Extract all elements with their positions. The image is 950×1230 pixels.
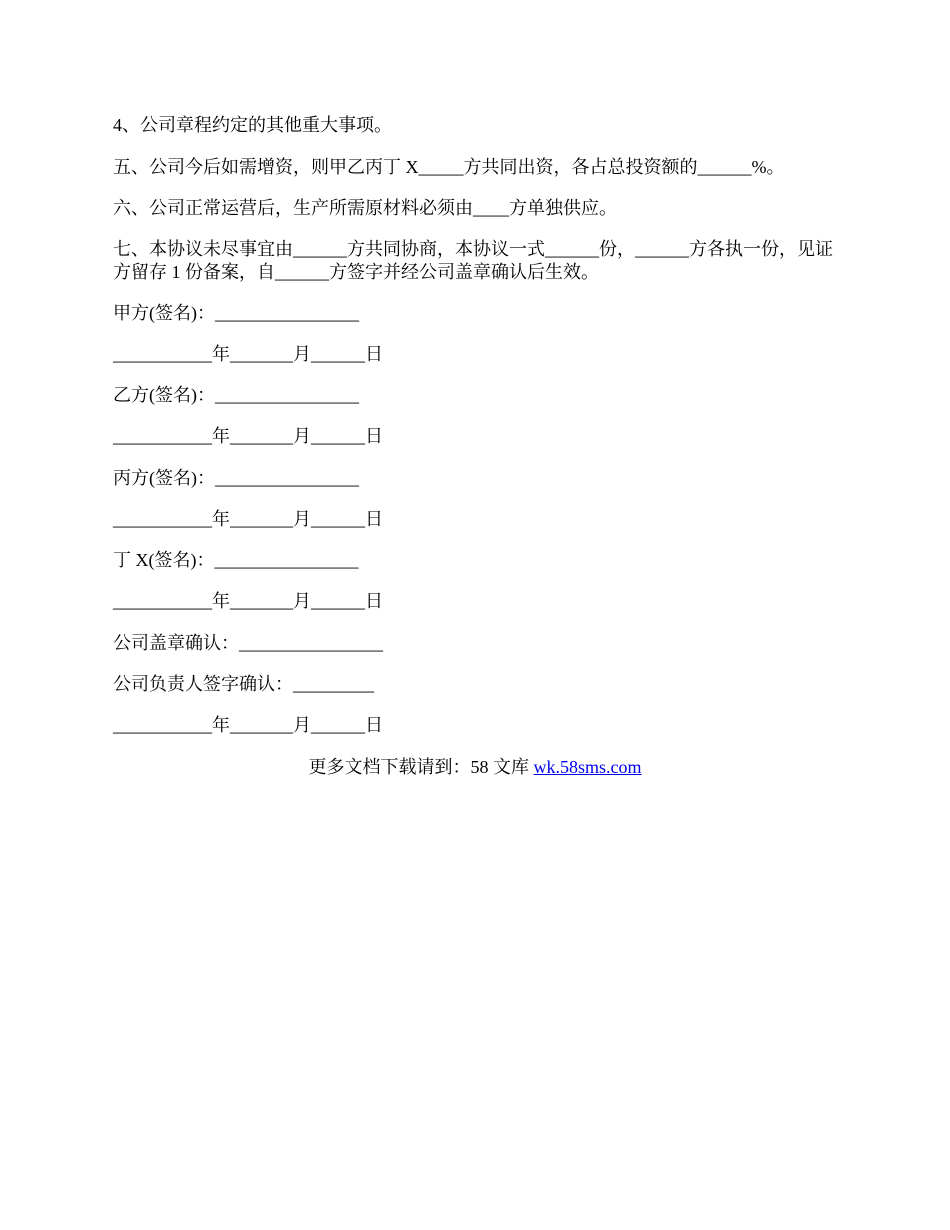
footer-text: 更多文档下载请到：58 文库 [308,757,534,777]
party-c-date: ___________年_______月______日 [113,509,383,529]
clause-7: 七、本协议未尽事宜由______方共同协商，本协议一式______份，______方各执一份，见证方留存 1 份备案，自______方签字并经公司盖章确认后生效。 [113,239,833,282]
party-d-signature: 丁 X(签名)：________________ [113,550,359,570]
party-d-date: ___________年_______月______日 [113,591,383,611]
clause-4: 4、公司章程约定的其他重大事项。 [113,115,392,135]
party-a-signature: 甲方(签名)：________________ [113,303,359,323]
footer-link[interactable]: wk.58sms.com [533,757,642,777]
footer [0,756,950,778]
company-head-signature: 公司负责人签字确认：_________ [113,674,374,694]
company-date: ___________年_______月______日 [113,715,383,735]
company-seal-confirmation: 公司盖章确认：________________ [113,633,383,653]
party-b-date: ___________年_______月______日 [113,426,383,446]
party-c-signature: 丙方(签名)：________________ [113,468,359,488]
clause-5: 五、公司今后如需增资，则甲乙丙丁 X_____方共同出资，各占总投资额的______%。 [113,157,785,177]
party-b-signature: 乙方(签名)：________________ [113,385,359,405]
party-a-date: ___________年_______月______日 [113,344,383,364]
clause-6: 六、公司正常运营后，生产所需原材料必须由____方单独供应。 [113,198,617,218]
